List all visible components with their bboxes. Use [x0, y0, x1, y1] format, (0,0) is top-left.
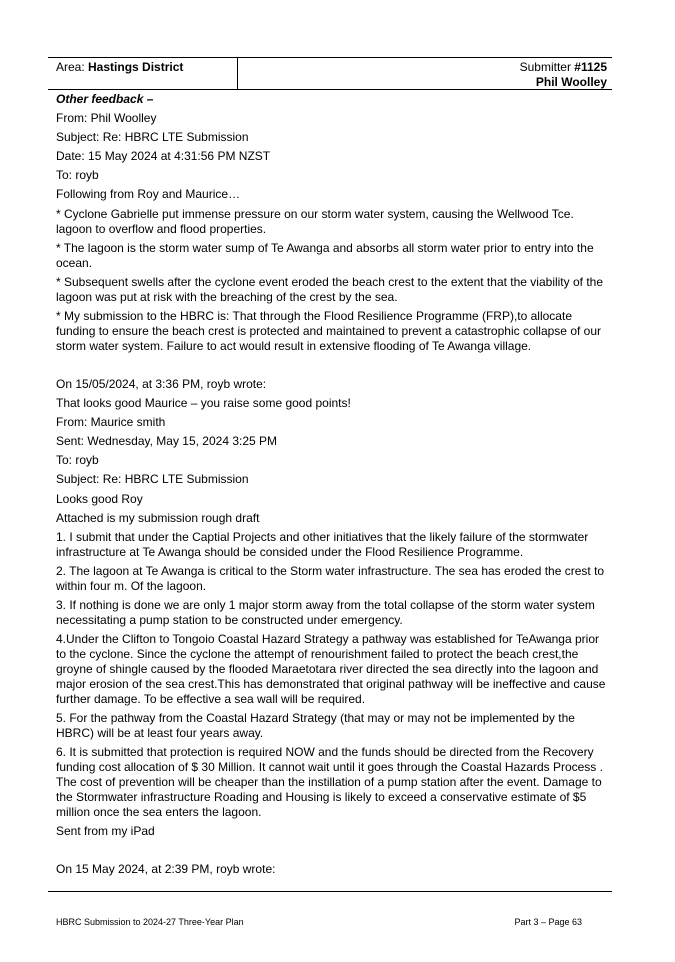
- footer-left: HBRC Submission to 2024-27 Three-Year Plan: [56, 917, 244, 927]
- paragraph: 1. I submit that under the Captial Projects and other initiatives that the likely failure of the stormwater infrastructure at Te Awanga should be consided under the Flood Resilience Programme.: [56, 529, 589, 559]
- paragraph: Following from Roy and Maurice…: [56, 187, 241, 202]
- paragraph: 4.Under the Clifton to Tongoio Coastal Hazard Strategy a pathway was established for TeAwanga prior to the cyclone. Since the cyclone the attempt of renourishment failed to protect the beach crest,the groyne of shingle caused by the flooded Maraetotara river directed the sea directly into the lagoon and major erosion of the sea crest.This has demonstrated that original pathway will be ineffective and cause further damage. To be effective a sea wall will be required.: [56, 631, 606, 706]
- submitter-cell: [238, 58, 612, 89]
- submitter-number: #1125: [574, 60, 607, 74]
- paragraph: To: royb: [56, 168, 99, 183]
- paragraph: * The lagoon is the storm water sump of Te Awanga and absorbs all storm water prior to entry into the ocean.: [56, 240, 594, 270]
- paragraph: * My submission to the HBRC is: That through the Flood Resilience Programme (FRP),to allocate funding to ensure the beach crest is protected and maintained to prevent a catastrophic collapse of our storm water system. Failure to act would result in extensive flooding of Te Awanga village.: [56, 308, 602, 353]
- paragraph: From: Maurice smith: [56, 415, 166, 430]
- paragraph: * Cyclone Gabrielle put immense pressure on our storm water system, causing the Wellwood Tce. lagoon to overflow and flood properties.: [56, 206, 574, 236]
- feedback-heading: Other feedback –: [56, 92, 154, 106]
- header-table: [48, 57, 612, 90]
- paragraph: Subject: Re: HBRC LTE Submission: [56, 130, 249, 145]
- footer-divider: [48, 891, 612, 892]
- footer-page-number: Part 3 – Page 63: [514, 917, 582, 927]
- paragraph: To: royb: [56, 453, 99, 468]
- paragraph: Date: 15 May 2024 at 4:31:56 PM NZST: [56, 149, 271, 164]
- area-value: Hastings District: [88, 60, 184, 74]
- paragraph: On 15/05/2024, at 3:36 PM, royb wrote:: [56, 376, 267, 391]
- paragraph: That looks good Maurice – you raise some good points!: [56, 396, 351, 411]
- paragraph: Subject: Re: HBRC LTE Submission: [56, 472, 249, 487]
- submitter-label: Submitter: [519, 60, 575, 74]
- paragraph: 2. The lagoon at Te Awanga is critical to the Storm water infrastructure. The sea has eroded the crest to within four m. Of the lagoon.: [56, 563, 605, 593]
- paragraph: Sent: Wednesday, May 15, 2024 3:25 PM: [56, 434, 278, 449]
- document-body: [56, 92, 609, 881]
- paragraph: Sent from my iPad: [56, 824, 155, 839]
- paragraph: Attached is my submission rough draft: [56, 510, 260, 525]
- paragraph: 5. For the pathway from the Coastal Hazard Strategy (that may or may not be implemented by the HBRC) will be at least four years away.: [56, 711, 575, 741]
- paragraph: 3. If nothing is done we are only 1 major storm away from the total collapse of the storm water system necessitating a pump station to be constructed under emergency.: [56, 597, 595, 627]
- area-label: Area:: [56, 60, 89, 74]
- paragraph: * Subsequent swells after the cyclone event eroded the beach crest to the extent that the viability of the lagoon was put at risk with the breaching of the crest by the sea.: [56, 274, 604, 304]
- paragraph: Looks good Roy: [56, 491, 143, 506]
- paragraph: From: Phil Woolley: [56, 111, 157, 126]
- submitter-name: Phil Woolley: [535, 75, 607, 89]
- paragraph: On 15 May 2024, at 2:39 PM, royb wrote:: [56, 862, 276, 877]
- area-cell: [48, 58, 238, 89]
- paragraph: 6. It is submitted that protection is required NOW and the funds should be directed from the Recovery funding cost allocation of $ 30 Million. It cannot wait until it goes through the Coastal Hazards Process . The cost of prevention will be cheaper than the instillation of a pump station after the event. Damage to the Stormwater infrastructure Roading and Housing is likely to exceed a conservative estimate of $5 million once the sea enters the lagoon.: [56, 745, 603, 820]
